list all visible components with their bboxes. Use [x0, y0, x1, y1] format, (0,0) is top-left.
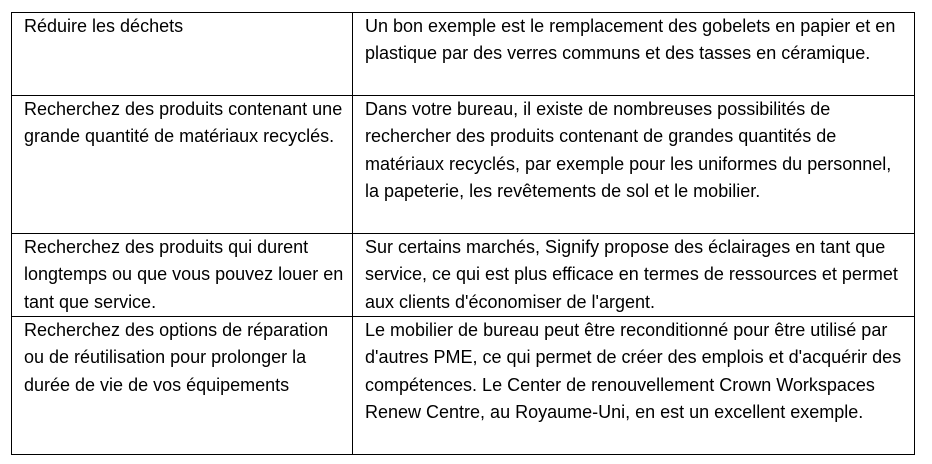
example-cell: Sur certains marchés, Signify propose des éclairages en tant que service, ce qui est plus efficace en termes de ressources et permet aux clients d'économiser de l'argent.	[353, 234, 915, 317]
recommendations-table	[11, 12, 915, 455]
action-cell: Recherchez des produits contenant une grande quantité de matériaux recyclés.	[12, 96, 353, 234]
table-row	[12, 96, 915, 234]
table-row	[12, 234, 915, 317]
example-cell: Dans votre bureau, il existe de nombreuses possibilités de rechercher des produits contenant de grandes quantités de matériaux recyclés, par exemple pour les uniformes du personnel, la papeterie, les revêtements de sol et le mobilier.	[353, 96, 915, 234]
action-cell: Recherchez des options de réparation ou de réutilisation pour prolonger la durée de vie de vos équipements	[12, 317, 353, 455]
action-cell: Recherchez des produits qui durent longtemps ou que vous pouvez louer en tant que service.	[12, 234, 353, 317]
table-row	[12, 317, 915, 455]
table-body	[12, 13, 915, 455]
example-cell: Un bon exemple est le remplacement des gobelets en papier et en plastique par des verres communs et des tasses en céramique.	[353, 13, 915, 96]
example-cell: Le mobilier de bureau peut être reconditionné pour être utilisé par d'autres PME, ce qui permet de créer des emplois et d'acquérir des compétences. Le Center de renouvellement Crown Workspaces Renew Centre, au Royaume-Uni, en est un excellent exemple.	[353, 317, 915, 455]
action-cell: Réduire les déchets	[12, 13, 353, 96]
table-row	[12, 13, 915, 96]
